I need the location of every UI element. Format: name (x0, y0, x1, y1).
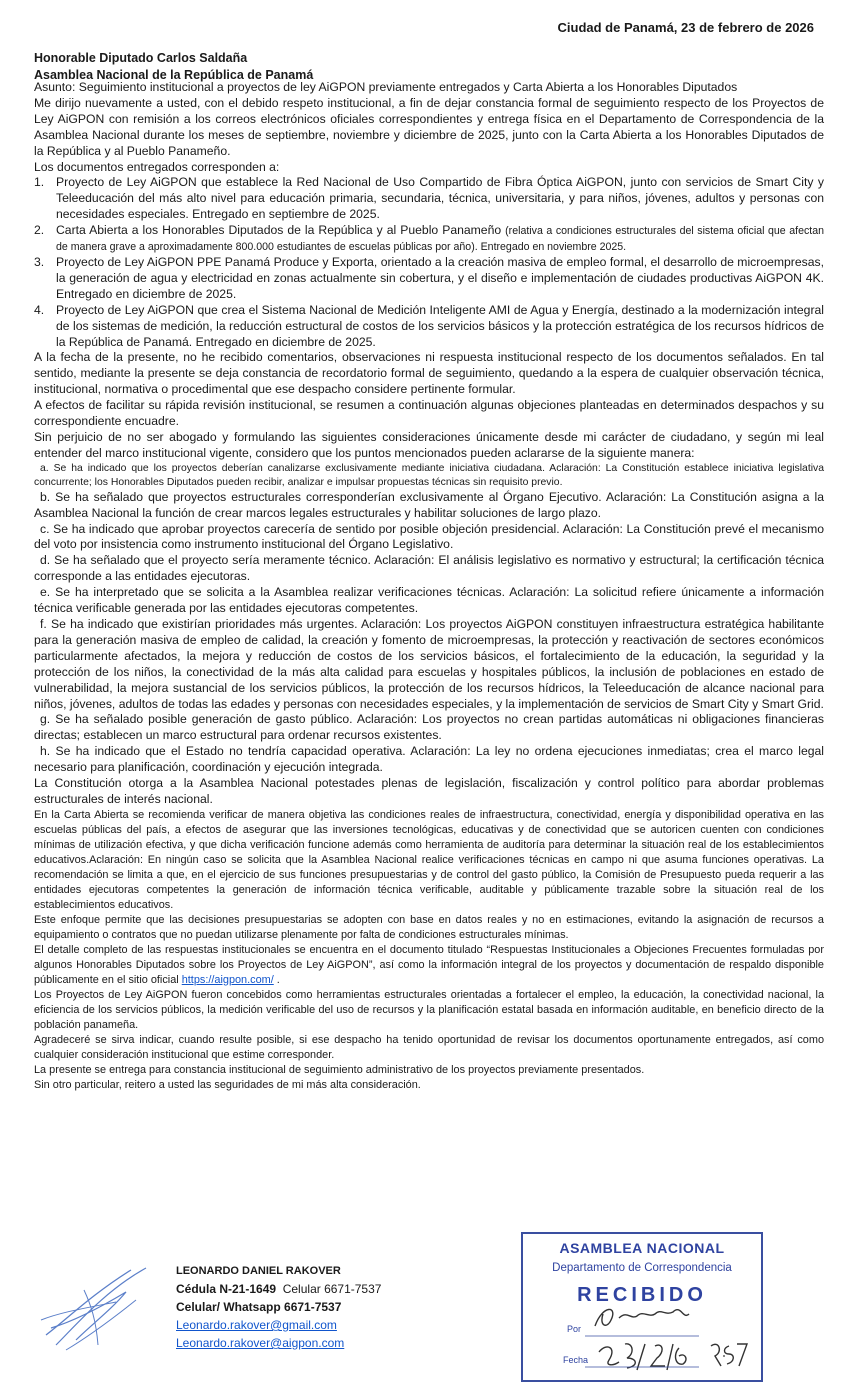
doc-text: Carta Abierta a los Honorables Diputados de la República y al Pueblo Panameño (56, 223, 502, 238)
clarification-item (34, 712, 824, 744)
signer-block (176, 1262, 381, 1352)
stamp-received: RECIBIDO (577, 1284, 707, 1306)
doc-number: 2. (34, 223, 45, 238)
doc-text: Proyecto de Ley AiGPON PPE Panamá Produce y Exporta, orientado a la creación masiva de empleo formal, el desarrollo de microempresas, la generación de agua y electricidad en zonas actualmente sin cobertura, y el diseño e implementación de ciudades productivas AiGPON 4K. Entregado en diciembre de 2025. (56, 254, 824, 301)
clarification-item (34, 553, 824, 585)
signer-cedula: Cédula N-21-1649 (176, 1282, 277, 1296)
clarification-item (34, 462, 824, 490)
signer-email-aigpon[interactable]: Leonardo.rakover@aigpon.com (176, 1336, 345, 1350)
subject-line: Asunto: Seguimiento institucional a proyectos de ley AiGPON previamente entregados y Carta Abierta a los Honorables Diputados (34, 80, 738, 94)
clarification-letter: f. (40, 617, 47, 631)
doc-item (34, 223, 824, 255)
stamp-handwriting (523, 1234, 765, 1384)
clarification-text: Se ha señalado posible generación de gasto público. Aclaración: Los proyectos no crean partidas automáticas ni obligaciones financieras directas; establecen un marco estructural para ordenar recursos existentes. (34, 712, 824, 743)
carta-paragraph: En la Carta Abierta se recomienda verificar de manera objetiva las condiciones reales de infraestructura, conectividad, energía y disponibilidad operativa en las escuelas públicas del país, a efectos de asegurar que las inversiones tecnológicas, educativas y de conectividad que se autoricen cuenten con condiciones mínimas de utilización efectiva, y que dicha verificación funcione además como herramienta de auditoría para determinar la situación real de los establecimientos educativos.Aclaración: En ningún caso se solicita que la Asamblea Nacional realice verificaciones técnicas en campo ni que asuma funciones operativas. La recomendación se limita a que, en el ejercicio de sus funciones presupuestarias y de control del gasto público, la Comisión de Presupuesto pueda requerir a las entidades ejecutoras competentes la generación de información técnica verificable, auditable y públicamente trazable sobre la situación real de los establecimientos educativos. (34, 808, 824, 911)
letter-body (34, 80, 824, 1093)
docs-intro: Los documentos entregados corresponden a: (34, 159, 280, 174)
stamp-department: Departamento de Correspondencia (552, 1262, 732, 1274)
clarification-text: Se ha señalado que proyectos estructurales corresponderían exclusivamente al Órgano Ejecutivo. Aclaración: La Constitución asigna a la Asamblea Nacional la función de crear marcos legales estructurales y habilitar soluciones de largo plazo. (34, 489, 824, 520)
clarification-text: Se ha indicado que existirían prioridades más urgentes. Aclaración: Los proyectos AiGPON constituyen infraestructura estratégica habilitante para la generación masiva de empleo de calidad, la creación y fomento de microempresas, la protección y reactivación de sectores económicos particularmente afectados, la mejora y reducción de costos de los servicios básicos, el fortalecimiento de la educación, la seguridad y la protección de los niños, la conectividad de la más alta calidad para escuelas y hospitales públicos, la inclusión de poblaciones en estado de vulnerabilidad, la mejora sustancial de los servicios públicos, la protección de los recursos hídricos, la Teleeducación de alcance nacional para niños, jóvenes, adultos de todas las edades y personas con necesidades especiales, y la implementación de servicios de Smart City y Smart Grid. (34, 617, 824, 711)
clarification-letter: g. (40, 712, 51, 727)
clarification-text: Se ha interpretado que se solicita a la Asamblea realizar verificaciones técnicas. Aclaración: La solicitud refiere únicamente a información técnica verificable generada por las entidades ejecutoras competentes. (34, 585, 825, 616)
doc-item (34, 303, 824, 351)
clarification-item (34, 522, 824, 554)
constancia-paragraph: La presente se entrega para constancia institucional de seguimiento administrativo de los proyectos previamente presentados. (34, 1063, 645, 1076)
clarification-letter: c. (40, 521, 50, 536)
clarification-letter: e. (40, 585, 51, 600)
doc-item (34, 175, 824, 223)
objections-paragraph: A efectos de facilitar su rápida revisión institucional, se resumen a continuación algunas objeciones planteadas en determinados despachos y su correspondiente encuadre. (34, 398, 824, 429)
clarification-letter: a. (40, 462, 49, 474)
addressee-name: Honorable Diputado Carlos Saldaña (34, 51, 248, 65)
doc-text: Proyecto de Ley AiGPON que establece la Red Nacional de Uso Compartido de Fibra Óptica AiGPON, junto con servicios de Smart City y Teleeducación del más alto nivel para educación primaria, secundaria, técnica, universitaria, y para niños, jóvenes, adultos y personas con necesidades especiales. Entregado en septiembre de 2025. (56, 175, 824, 222)
clarification-item (34, 617, 824, 712)
clarification-item (34, 744, 824, 776)
clarification-text: Se ha indicado que el Estado no tendría capacidad operativa. Aclaración: La ley no ordena ejecuciones inmediatas; crea el marco legal necesario para planificación, coordinación y ejecución integrada. (34, 744, 824, 775)
signer-name: LEONARDO DANIEL RAKOVER (176, 1265, 341, 1277)
clarification-letter: d. (40, 553, 51, 568)
clarification-letter: h. (40, 744, 51, 759)
letter-date: Ciudad de Panamá, 23 de febrero de 2026 (557, 20, 814, 35)
received-stamp (521, 1232, 763, 1382)
citizen-paragraph: Sin perjuicio de no ser abogado y formulando las siguientes consideraciones únicamente desde mi carácter de ciudadano, y según mi leal entender del marco institucional vigente, considero que los puntos mencionados pueden aclararse de la siguiente manera: (34, 429, 824, 460)
stamp-fecha-label: Fecha (563, 1355, 589, 1365)
detalle-paragraph (34, 943, 824, 988)
doc-number: 4. (34, 302, 45, 317)
concebidos-paragraph: Los Proyectos de Ley AiGPON fueron concebidos como herramientas estructurales orientadas a fortalecer el empleo, la educación, la conectividad nacional, la eficiencia de los servicios públicos, la medición verificable del uso de recursos y la planificación estatal basada en información auditable, en beneficio directo de la población panameña. (34, 988, 824, 1031)
doc-note: (relativa a condiciones estructurales del sistema oficial que afectan de manera grave a aproximadamente 800.000 estudiantes de escuelas públicas por año). Entregado en noviembre 2025. (56, 225, 824, 254)
addressee-block (34, 50, 313, 84)
doc-text: Proyecto de Ley AiGPON que crea el Sistema Nacional de Medición Inteligente AMI de Agua y Energía, destinado a la modernización integral de los sistemas de medición, la reducción estructural de costos de los servicios básicos y la protección estratégica de los recursos hídricos de la República de Panamá. Entregado en diciembre de 2025. (56, 302, 824, 349)
stamp-title: ASAMBLEA NACIONAL (559, 1240, 725, 1256)
signer-email-gmail[interactable]: Leonardo.rakover@gmail.com (176, 1318, 337, 1332)
doc-number: 3. (34, 254, 45, 269)
handwritten-signature (36, 1250, 156, 1360)
website-link[interactable]: https://aigpon.com/ (181, 973, 274, 986)
clarification-item (34, 490, 824, 522)
doc-item (34, 255, 824, 303)
detalle-text: El detalle completo de las respuestas institucionales se encuentra en el documento titulado “Respuestas Institucionales a Objeciones Frecuentes formuladas por algunos Honorables Diputados sobre los Proyectos de Ley AiGPON”, así como la información integral de los proyectos y documentación de respaldo disponible públicamente en el sitio oficial (34, 943, 824, 986)
signer-whatsapp: Celular/ Whatsapp 6671-7537 (176, 1300, 342, 1314)
clarification-text: Se ha indicado que aprobar proyectos carecería de sentido por posible objeción presidencial. Aclaración: La Constitución prevé el mecanismo del voto por insistencia como instrumento institucional del Órgano Legislativo. (34, 521, 824, 552)
clarification-letter: b. (40, 489, 51, 504)
detalle-suffix: . (273, 973, 280, 986)
clarification-text: Se ha indicado que los proyectos deberían canalizarse exclusivamente mediante iniciativa ciudadana. Aclaración: La Constitución establece iniciativa legislativa concurrente; los Honorables Diputados pueden recibir, analizar e impulsar propuestas técnicas sin requisito previo. (34, 462, 824, 488)
clarification-text: Se ha señalado que el proyecto sería meramente técnico. Aclaración: El análisis legislativo es normativo y estructural; la certificación técnica corresponde a las entidades ejecutoras. (34, 553, 824, 584)
stamp-por-label: Por (567, 1324, 582, 1334)
enfoque-paragraph: Este enfoque permite que las decisiones presupuestarias se adopten con base en datos reales y no en estimaciones, evitando la asignación de recursos a equipamiento o contratos que no puedan utilizarse plenamente por falta de condiciones estructurales mínimas. (34, 913, 824, 941)
signer-phone: Celular 6671-7537 (282, 1282, 382, 1296)
intro-paragraph: Me dirijo nuevamente a usted, con el debido respeto institucional, a fin de dejar constancia formal de seguimiento respecto de los Proyectos de Ley AiGPON con remisión a los correos electrónicos oficiales correspondientes y entrega física en el Departamento de Correspondencia de la Asamblea Nacional durante los meses de septiembre, noviembre y diciembre de 2025, junto con la Carta Abierta a los Honorables Diputados de la República y al Pueblo Panameño. (34, 95, 824, 158)
constitution-paragraph: La Constitución otorga a la Asamblea Nacional potestades plenas de legislación, fiscalización y control político para abordar problemas estructurales de interés nacional. (34, 776, 824, 806)
agradecere-paragraph: Agradeceré se sirva indicar, cuando resulte posible, si ese despacho ha tenido oportunidad de revisar los documentos oportunamente entregados, así como cualquier consideración institucional que estime corresponder. (34, 1033, 824, 1061)
no-response-paragraph: A la fecha de la presente, no he recibido comentarios, observaciones ni respuesta institucional respecto de los documentos señalados. En tal sentido, mediante la presente se deja constancia de recordatorio formal de seguimiento, quedando a la espera de cualquier observación técnica, institucional, normativa o procedimental que ese despacho considere pertinente formular. (34, 350, 824, 397)
closing-paragraph: Sin otro particular, reitero a usted las seguridades de mi más alta consideración. (34, 1078, 421, 1091)
clarification-item (34, 585, 824, 617)
doc-number: 1. (34, 175, 45, 190)
addressee-institution: Asamblea Nacional de la República de Panamá (34, 68, 314, 82)
